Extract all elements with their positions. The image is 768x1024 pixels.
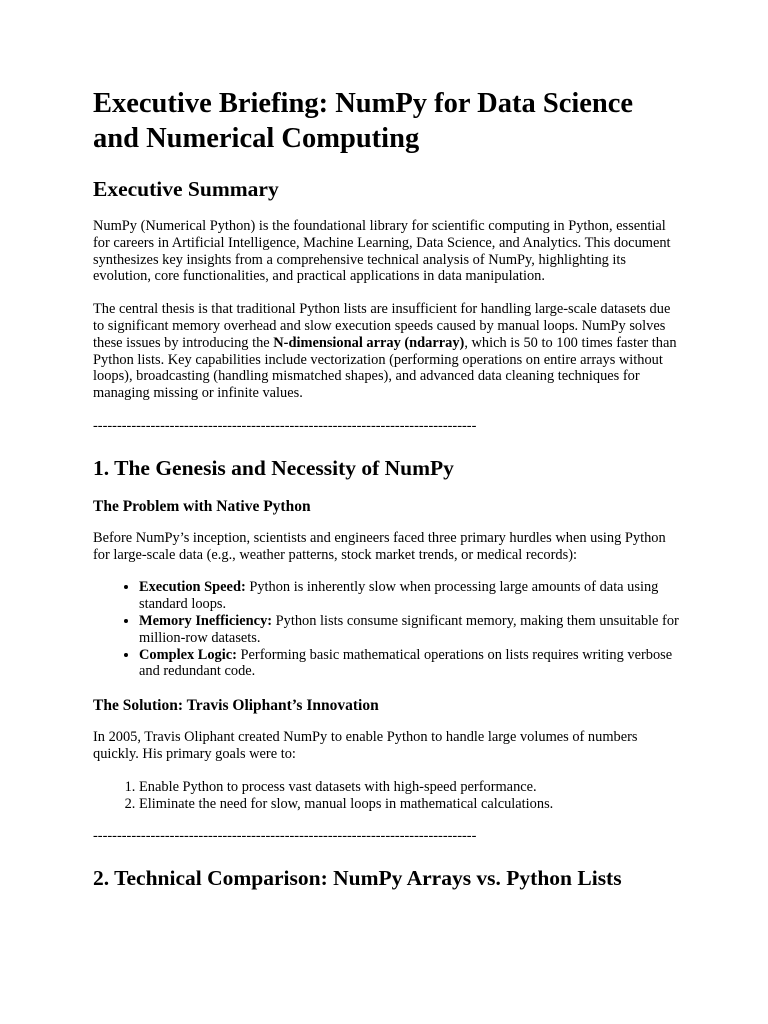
divider-1: -------------------------------------------------------------------------------- [93,417,477,434]
exec-summary-heading: Executive Summary [93,177,279,201]
document-title: Executive Briefing: NumPy for Data Science and Numerical Computing [93,88,634,154]
exec-summary-paragraph-2 [93,301,683,402]
exec-summary-p2-text-b: , which is 50 to 100 times faster than Python lists. Key capabilities include vectorization (performing operations on entire arrays without loops), broadcasting (handling mismatched shapes), and advanced data cleaning techniques for managing missing or infinite values. [93,334,677,402]
list-item: 1. Enable Python to process vast datasets with high-speed performance. [139,779,683,796]
exec-summary-p2-text-a: The central thesis is that traditional Python lists are insufficient for handling large-scale datasets due to significant memory overhead and slow execution speeds caused by manual loops. NumPy solves these issues by introducing the [93,301,671,351]
list-item-term: Execution Speed: [139,579,246,596]
problem-heading: The Problem with Native Python [93,497,311,515]
exec-summary-paragraph-1: NumPy (Numerical Python) is the foundational library for scientific computing in Python, essential for careers in Artificial Intelligence, Machine Learning, Data Science, and Analytics. This document synthesizes key insights from a comprehensive technical analysis of NumPy, highlighting its evolution, core functionalities, and practical applications in data manipulation. [93,218,671,285]
goals-list [93,779,683,813]
section-1-heading: 1. The Genesis and Necessity of NumPy [93,455,454,480]
list-item [139,647,683,681]
solution-heading: The Solution: Travis Oliphant’s Innovation [93,697,379,715]
list-item-text: Python is inherently slow when processing large amounts of data using standard loops. [139,579,659,613]
ndarray-bold-term: N-dimensional array (ndarray) [273,334,465,351]
list-item: 2. Eliminate the need for slow, manual loops in mathematical calculations. [139,796,683,813]
list-item-text: Performing basic mathematical operations on lists requires writing verbose and redundant code. [139,646,673,680]
problem-intro: Before NumPy’s inception, scientists and engineers faced three primary hurdles when using Python for large-scale data (e.g., weather patterns, stock market trends, or medical records): [93,529,666,563]
list-item-text: Python lists consume significant memory, making them unsuitable for million-row datasets. [139,612,679,646]
solution-intro: In 2005, Travis Oliphant created NumPy to enable Python to handle large volumes of numbers quickly. His primary goals were to: [93,729,638,762]
list-item-term: Complex Logic: [139,646,237,663]
list-item [139,613,683,647]
problem-list [93,579,683,680]
list-item-term: Memory Inefficiency: [139,612,273,629]
section-2-heading: 2. Technical Comparison: NumPy Arrays vs. Python Lists [93,866,622,891]
document-page [93,86,683,907]
list-item [139,579,683,613]
divider-2: -------------------------------------------------------------------------------- [93,828,477,845]
